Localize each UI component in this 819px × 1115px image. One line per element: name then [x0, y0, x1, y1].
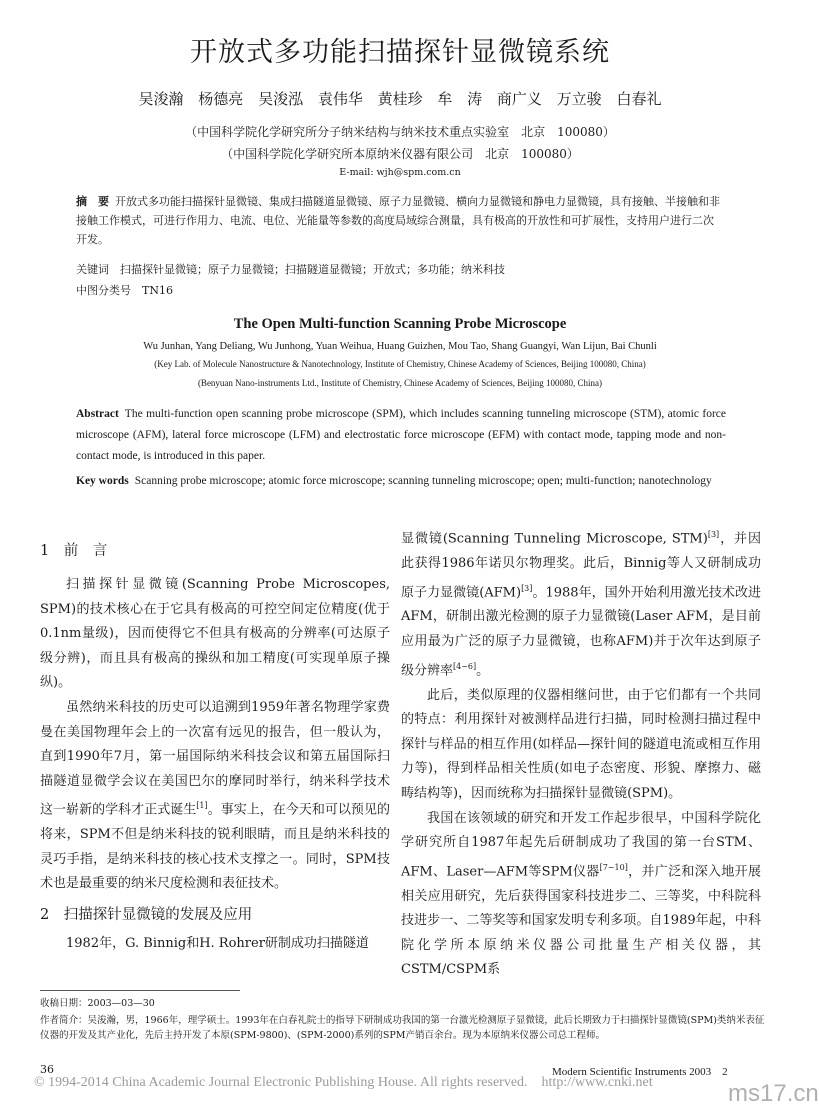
left-column: [40, 573, 390, 956]
keywords-en: [76, 471, 726, 492]
section2-paragraph-1: 1982年，G. Binnig和H. Rohrer研制成功扫描隧道: [66, 935, 369, 951]
reference-mark: [7~10]: [599, 862, 628, 872]
abstract-cn-label: 摘 要: [76, 195, 109, 208]
footnote-author-label: 作者简介：: [40, 1015, 88, 1026]
email: E-mail: wjh@spm.com.cn: [339, 167, 461, 178]
clc-value: TN16: [142, 284, 173, 297]
keywords-cn-label: 关键词: [76, 263, 109, 276]
title-en: The Open Multi-function Scanning Probe Microscope: [233, 316, 567, 332]
reference-mark: [1]: [196, 801, 208, 811]
right-paragraph-3: 我国在该领域的研究和开发工作起步很早，中国科学院化学研究所自1987年起先后研制成功了我国的第一台STM、AFM、Laser—AFM等SPM仪器[7~10]，并广泛和深入地开展相关应用研究，先后获得国家科技进步二、三等奖，中科院科技进步一、二等奖等和国家发明专利多项。自1989年起，中科院化学所本原纳米仪器公司批量生产相关仪器，其CSTM/CSPM系: [401, 810, 761, 978]
reference-mark: [4~6]: [453, 661, 477, 671]
footnote-author-text: 吴浚瀚，男，1966年，理学硕士。1993年在白春礼院士的指导下研制成功我国的第一台激光检测原子显微镜，此后长期致力于扫描探针显微镜(SPM)类纳米表征仪器的开发及其产业化，先后主持开发了本原(SPM-9800)、(SPM-2000)系列的SPM产销百余台。现为本原纳米仪器公司总工程师。: [40, 1015, 765, 1041]
abstract-en-label: Abstract: [76, 408, 119, 420]
section1-paragraph-2: 虽然纳米科技的历史可以追溯到1959年著名物理学家费曼在美国物理年会上的一次富有远见的报告，但一般认为，直到1990年7月，第一届国际纳米科技会议和第五届国际扫描隧道显微学会议在美国巴尔的摩同时举行，纳米科学技术这一崭新的学科才正式诞生[1]。事实上，在今天和可以预见的将来，SPM不但是纳米科技的锐利眼睛，而且是纳米科技的灵巧手指，是纳米科技的核心技术支撑之一。同时，SPM技术也是最重要的纳米尺度检测和表征技术。: [40, 699, 390, 892]
abstract-en: [76, 404, 726, 467]
abstract-en-text: The multi-function open scanning probe microscope (SPM), which includes scanning tunneling microscope (STM), atomic force microscope (AFM), lateral force microscope (LFM) and electrostatic force microscope (EFM) with contact mode, tapping mode and non-contact mode, is introduced in this paper.: [76, 408, 726, 462]
abstract-cn: [76, 192, 724, 249]
affiliation-en-1: (Key Lab. of Molecule Nanostructure & Nanotechnology, Institute of Chemistry, Chinese Academy of Sciences, Beijing 100080, China): [154, 359, 646, 369]
keywords-cn-text: 扫描探针显微镜；原子力显微镜；扫描隧道显微镜；开放式；多功能；纳米科技: [120, 263, 505, 276]
reference-mark: [3]: [521, 583, 533, 593]
right-paragraph-1: 显微镜(Scanning Tunneling Microscope, STM)[3]，并因此获得1986年诺贝尔物理奖。此后，Binnig等人又研制成功原子力显微镜(AFM)[3]。1988年，国外开始利用激光技术改进AFM，研制出激光检测的原子力显微镜(Laser AFM，是目前应用最为广泛的原子力显微镜，也称AFM)并于次年达到原子级分辨率[4~6]。: [401, 530, 761, 678]
keywords-en-label: Key words: [76, 475, 129, 487]
footnote-received: 收稿日期：2003—03—30: [40, 998, 155, 1009]
footnote-author: [40, 1013, 765, 1043]
right-paragraph-2: 此后，类似原理的仪器相继问世，由于它们都有一个共同的特点：利用探针对被测样品进行扫描，同时检测扫描过程中探针与样品的相互作用(如样品—探针间的隧道电流或相互作用力等)，得到样品相关性质(如电子态密度、形貌、摩擦力、磁畴结构等)，因而统称为扫描探针显微镜(SPM)。: [401, 687, 761, 801]
affiliation-en-2: (Benyuan Nano-instruments Ltd., Institute of Chemistry, Chinese Academy of Sciences, Beijing 100080, China): [197, 378, 603, 388]
page-number: 36: [40, 1063, 54, 1076]
authors-cn: 吴浚瀚 杨德亮 吴浚泓 袁伟华 黄桂珍 牟 涛 商广义 万立骏 白春礼: [138, 90, 662, 108]
keywords-cn: [76, 261, 505, 277]
section1-heading: 1 前 言: [40, 543, 108, 559]
journal-footer: Modern Scientific Instruments 2003 2: [552, 1066, 728, 1078]
keywords-en-text: Scanning probe microscope; atomic force microscope; scanning tunneling microscope; open; multi-function; nanotechnology: [134, 475, 712, 487]
right-column: [401, 523, 761, 983]
paper-title: 开放式多功能扫描探针显微镜系统: [190, 37, 610, 68]
section2-heading: 2 扫描探针显微镜的发展及应用: [40, 907, 253, 924]
reference-mark: [3]: [707, 530, 720, 539]
section1-paragraph-1: 扫描探针显微镜(Scanning Probe Microscopes, SPM)的技术核心在于它具有极高的可控空间定位精度(优于0.1nm量级)，因而使得它不但具有极高的分辨率(可达原子级分辨)，而且具有极高的操纵和加工精度(可实现单原子操纵)。: [40, 577, 390, 691]
abstract-cn-text: 开放式多功能扫描探针显微镜、集成扫描隧道显微镜、原子力显微镜、横向力显微镜和静电力显微镜，具有接触、半接触和非接触工作模式，可进行作用力、电流、电位、光能量等参数的高度局域综合测量，具有极高的开放性和可扩展性，支持用户进行二次开发。: [76, 195, 720, 246]
authors-en: Wu Junhan, Yang Deliang, Wu Junhong, Yuan Weihua, Huang Guizhen, Mou Tao, Shang Guangyi, Wan Lijun, Bai Chunli: [143, 341, 657, 352]
copyright-notice: © 1994-2014 China Academic Journal Electronic Publishing House. All rights reserved. http://www.cnki.net: [34, 1075, 653, 1090]
affiliation-cn-2: （中国科学院化学研究所本原纳米仪器有限公司 北京 100080）: [221, 147, 579, 161]
clc-label: 中图分类号: [76, 284, 131, 297]
footnote-divider: [40, 990, 240, 991]
affiliation-cn-1: （中国科学院化学研究所分子纳米结构与纳米技术重点实验室 北京 100080）: [185, 125, 615, 139]
watermark: ms17.cn: [728, 1080, 819, 1107]
clc: [76, 282, 173, 298]
